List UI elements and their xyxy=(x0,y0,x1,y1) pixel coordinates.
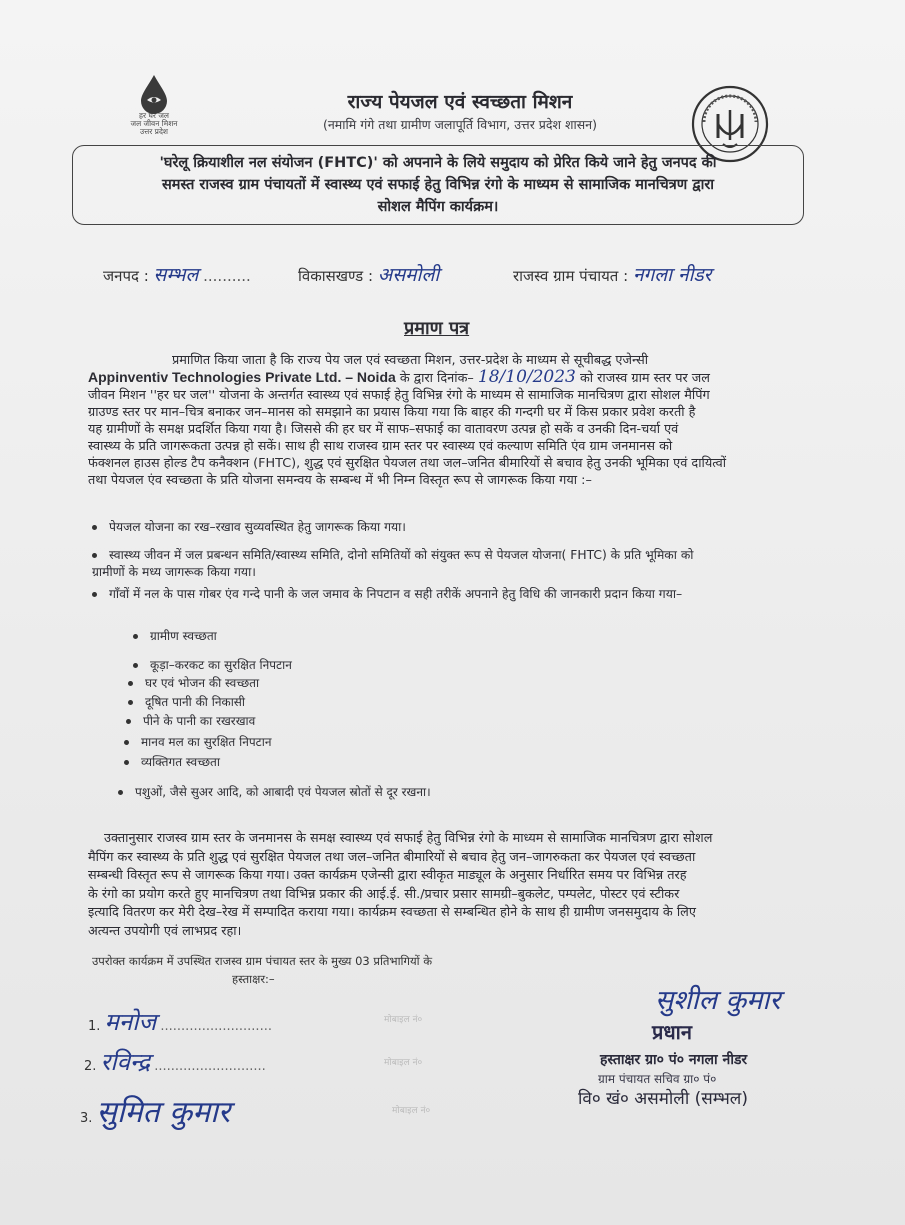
para2-line-4: के रंगो का प्रयोग करते हुए मानचित्रण तथा विभिन्न प्रकार की आई.ई. सी./प्रचार प्रसार सामग्री–बुकलेट, पम्पलेट, पोस्टर एवं स्टीकर xyxy=(88,886,680,902)
jal-jeevan-mission-logo xyxy=(118,74,190,144)
para1-line-2 xyxy=(88,369,822,387)
participant-number: 2. xyxy=(84,1059,97,1074)
bullet-2-continued: ग्रामीणों के मध्य जागरूक किया गया। xyxy=(92,565,256,579)
sub-item-text: कूड़ा–करकट का सुरक्षित निपटान xyxy=(150,658,292,672)
participant-row-3 xyxy=(80,1090,230,1131)
para2-line-6: अत्यन्त उपयोगी एवं लाभप्रद रहा। xyxy=(88,923,242,939)
certificate-title: प्रमाण पत्र xyxy=(404,318,470,339)
last-bullet xyxy=(118,783,431,800)
sub-item xyxy=(133,656,292,673)
bullet-2-text: स्वास्थ्य जीवन में जल प्रबन्धन समिति/स्वास्थ्य समिति, दोनो समितियों को संयुक्त रूप से पेयजल योजना( FHTC) के प्रति भूमिका को xyxy=(109,548,694,562)
bullet-dot xyxy=(133,634,138,639)
bullet-dot xyxy=(124,740,129,745)
program-date: 18/10/2023 xyxy=(477,367,576,387)
district-field: जनपद : सम्भल .......... xyxy=(103,264,251,286)
bullet-dot xyxy=(118,790,123,795)
para1-line-8: तथा पेयजल एंव स्वच्छता के प्रति योजना समन्वय के सम्बन्ध में भी निम्न विस्तृत रूप से जागरूक किया गया :– xyxy=(88,473,592,488)
stamp-line-2: ग्राम पंचायत सचिव ग्रा० पं० xyxy=(598,1072,717,1086)
bullet-dot xyxy=(92,553,97,558)
sub-item xyxy=(128,693,245,710)
certificate-paragraph-1 xyxy=(88,352,822,489)
sub-item-text: व्यक्तिगत स्वच्छता xyxy=(141,755,220,769)
faint-mobile-label: मोबाइल नं० xyxy=(384,1058,423,1068)
para1-line-1: प्रमाणित किया जाता है कि राज्य पेय जल एवं स्वच्छता मिशन, उत्तर-प्रदेश के माध्यम से सूचीबद्ध एजेन्सी xyxy=(172,353,649,368)
participant-signature: मनोज xyxy=(104,1008,157,1036)
header-subtitle: (नमामि गंगे तथा ग्रामीण जलापूर्ति विभाग, उत्तर प्रदेश शासन) xyxy=(322,117,597,132)
para1-line-6: स्वास्थ्य के प्रति जागरूकता उत्पन्न हो सकें। साथ ही साथ राजस्व ग्राम स्तर पर स्वास्थ्य एवं कल्याण समिति एंव ग्राम जनमानस को xyxy=(88,439,673,454)
participant-row-1 xyxy=(88,1005,272,1038)
bullet-dot xyxy=(92,525,97,530)
bullet-dot xyxy=(128,681,133,686)
sub-item-text: मानव मल का सुरक्षित निपटान xyxy=(141,735,272,749)
village-label: राजस्व ग्राम पंचायत : xyxy=(513,267,629,285)
pradhan-designation: प्रधान xyxy=(652,1020,692,1044)
logo-caption: हर घर जल जल जीवन मिशन उत्तर प्रदेश xyxy=(130,111,178,136)
para1-line-2-end: को राजस्व ग्राम स्तर पर जल xyxy=(579,371,710,386)
participant-signature: रविन्द्र xyxy=(100,1048,151,1076)
block-label: विकासखण्ड : xyxy=(298,267,374,285)
sub-item xyxy=(126,712,255,729)
block-field xyxy=(298,261,439,287)
para1-line-3: जीवन मिशन ''हर घर जल'' योजना के अन्तर्गत स्वास्थ्य एवं सफाई हेतु विभिन्न रंगो के माध्यम से सामाजिक मानचित्रण द्वारा सोशल मैपिंग xyxy=(88,388,710,403)
signature-dots: ........................... xyxy=(160,1019,272,1034)
block-value: असमोली xyxy=(377,264,440,286)
stamp-line-3: वि० खं० असमोली (सम्भल) xyxy=(578,1089,748,1109)
sub-item-text: घर एवं भोजन की स्वच्छता xyxy=(145,676,260,690)
sub-item xyxy=(133,627,217,644)
signature-dots: ........................... xyxy=(154,1059,266,1074)
village-field xyxy=(513,261,711,287)
certificate-paragraph-2 xyxy=(88,830,822,941)
sub-item-text: पीने के पानी का रखरखाव xyxy=(143,714,256,728)
para1-line-7: फंक्शनल हाउस होल्ड टैप कनैक्शन (FHTC), शुद्ध एवं सुरक्षित पेयजल तथा जल–जनित बीमारियों से बचाव हेतु उनकी भूमिका एवं दायित्वों xyxy=(88,456,727,471)
participant-row-2 xyxy=(84,1045,266,1078)
para2-line-3: सम्बन्धी विस्तृत रूप से जागरूक किया गया। उक्त कार्यक्रम एजेन्सी द्वारा स्वीकृत माड्यूल के अनुसार निर्धारित समय पर विभिन्न तरह xyxy=(88,868,687,883)
agency-name: Appinventiv Technologies Private Ltd. – Noida xyxy=(88,369,396,385)
participant-number: 3. xyxy=(80,1111,93,1126)
water-drop-icon xyxy=(138,74,170,114)
bullet-dot xyxy=(128,700,133,705)
participants-intro: उपरोक्त कार्यक्रम में उपस्थित राजस्व ग्राम पंचायत स्तर के मुख्य 03 प्रतिभागियों के xyxy=(92,954,433,968)
bullet-3 xyxy=(92,586,822,603)
sub-item xyxy=(124,733,271,750)
bullet-dot xyxy=(126,719,131,724)
district-value: सम्भल xyxy=(153,264,199,286)
participants-signature-label: हस्ताक्षर:– xyxy=(232,972,275,986)
sub-item xyxy=(128,674,259,691)
program-line-1: 'घरेलू क्रियाशील नल संयोजन (FHTC)' को अपनाने के लिये समुदाय को प्रेरित किये जाने हेतु जनपद की xyxy=(159,155,717,171)
bullet-dot xyxy=(92,592,97,597)
bullet-dot xyxy=(124,760,129,765)
bullet-1-text: पेयजल योजना का रख–रखाव सुव्यवस्थित हेतु जागरूक किया गया। xyxy=(109,520,406,534)
para2-line-5: इत्यादि वितरण कर मेरी देख–रेख में सम्पादित कराया गया। कार्यक्रम स्वच्छता से सम्बन्धित होने के साथ ही ग्रामीण जनसमुदाय के लिए xyxy=(88,905,696,920)
pradhan-signature: सुशील कुमार xyxy=(655,985,781,1016)
program-title-box xyxy=(72,145,804,225)
village-value: नगला नीडर xyxy=(632,264,712,286)
participant-signature: सुमित कुमार xyxy=(96,1095,231,1130)
header-title: राज्य पेयजल एवं स्वच्छता मिशन xyxy=(347,91,573,113)
faint-mobile-label: मोबाइल नं० xyxy=(392,1106,431,1116)
date-label: के द्वारा दिनांक– xyxy=(399,371,474,386)
stamp-line-1: हस्ताक्षर ग्रा० पं० नगला नीडर xyxy=(600,1052,748,1068)
para2-line-1: उक्तानुसार राजस्व ग्राम स्तर के जनमानस के समक्ष स्वास्थ्य एवं सफाई हेतु विभिन्न रंगो के माध्यम से सामाजिक मानचित्रण द्वारा सोशल xyxy=(104,831,713,846)
bullet-dot xyxy=(133,663,138,668)
sub-item xyxy=(124,753,220,770)
program-line-2: समस्त राजस्व ग्राम पंचायतों में स्वास्थ्य एवं सफाई हेतु विभिन्न रंगो के माध्यम से सामाजिक मानचित्रण द्वारा xyxy=(161,177,715,193)
bullet-3-text: गाँवों में नल के पास गोबर एंव गन्दे पानी के जल जमाव के निपटान व सही तरीकें अपनाने हेतु विधि की जानकारी प्रदान किया गया– xyxy=(109,587,683,601)
sub-item-text: दूषित पानी की निकासी xyxy=(145,695,246,709)
bullet-1 xyxy=(92,519,822,536)
bullet-2 xyxy=(92,547,822,564)
para1-line-4: ग्राउण्ड स्तर पर मान–चित्र बनाकर जन–मानस को समझाने का प्रयास किया गया कि बाहर की गन्दगी घर में किस प्रकार प्रवेश करती है xyxy=(88,405,696,420)
para1-line-5: यह ग्रामीणों के समक्ष प्रदर्शित किया गया है। जिससे की हर घर में साफ–सफाई का वातावरण उत्पन्न हो सकें व उनकी दिन-चर्या एवं xyxy=(88,422,679,437)
last-bullet-text: पशुओं, जैसे सुअर आदि, को आबादी एवं पेयजल स्रोतों से दूर रखना। xyxy=(135,785,431,799)
sub-item-text: ग्रामीण स्वच्छता xyxy=(150,629,217,643)
program-line-3: सोशल मैपिंग कार्यक्रम। xyxy=(377,199,499,215)
district-label: जनपद : xyxy=(103,267,149,285)
para2-line-2: मैपिंग कर स्वास्थ्य के प्रति शुद्ध एवं सुरक्षित पेयजल तथा जल–जनित बीमारियों से बचाव हेतु जन–जागरुकता कर पेयजल एवं स्वच्छता xyxy=(88,849,696,865)
faint-mobile-label: मोबाइल नं० xyxy=(384,1015,423,1025)
participant-number: 1. xyxy=(88,1019,101,1034)
